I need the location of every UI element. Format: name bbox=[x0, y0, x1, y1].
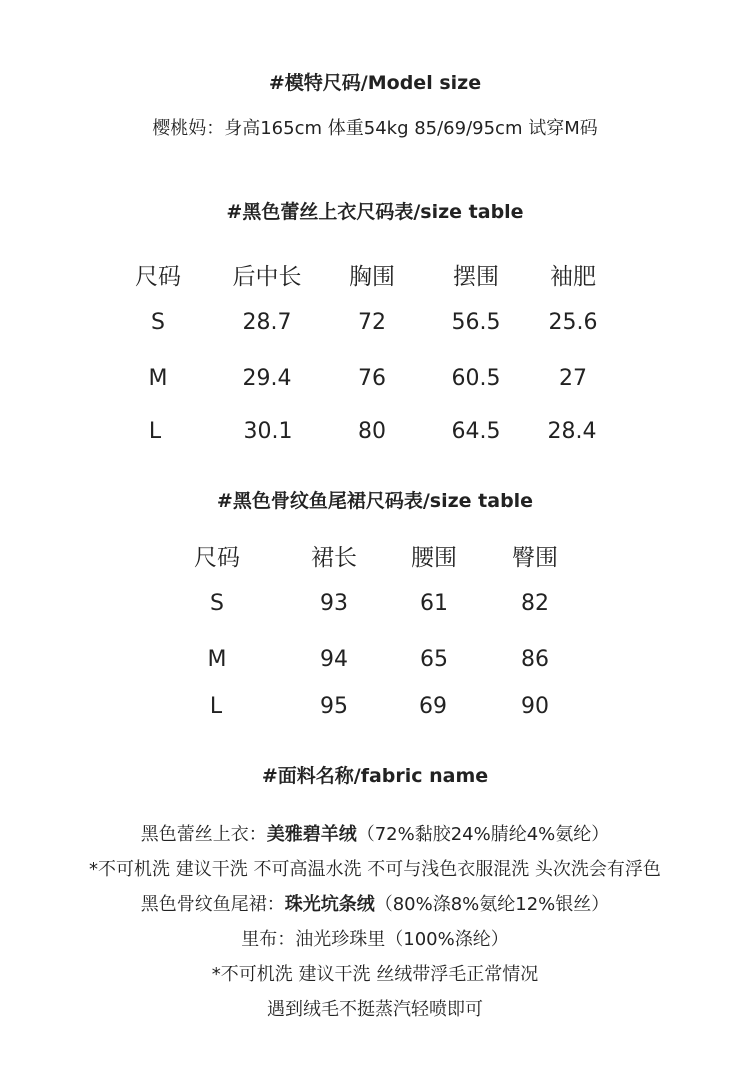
top-fabric-composition: （72%黏胶24%腈纶4%氨纶） bbox=[356, 824, 610, 845]
top-care-note: *不可机洗 建议干洗 不可高温水洗 不可与浅色衣服混洗 头次洗会有浮色 bbox=[89, 859, 661, 880]
table-cell: 90 bbox=[521, 694, 549, 719]
skirt-header-size: 尺码 bbox=[194, 545, 240, 571]
table-cell: L bbox=[209, 694, 223, 719]
table-cell: L bbox=[148, 419, 162, 444]
table-cell: 27 bbox=[559, 366, 587, 391]
fabric-heading: #面料名称/fabric name bbox=[261, 765, 489, 787]
table-cell: 95 bbox=[320, 694, 348, 719]
table-cell: 60.5 bbox=[451, 366, 501, 391]
skirt-fabric-label: 黑色骨纹鱼尾裙： bbox=[140, 894, 285, 915]
skirt-size-table-heading: #黑色骨纹鱼尾裙尺码表/size table bbox=[216, 490, 534, 512]
table-cell: 56.5 bbox=[451, 310, 501, 335]
skirt-fabric-name: 珠光坑条绒 bbox=[284, 894, 375, 915]
table-cell: 61 bbox=[420, 591, 448, 616]
table-cell: S bbox=[210, 591, 224, 616]
skirt-care-note-2: 遇到绒毛不挺蒸汽轻喷即可 bbox=[267, 999, 483, 1020]
skirt-fabric-composition: （80%涤8%氨纶12%银丝） bbox=[374, 894, 610, 915]
table-cell: S bbox=[151, 310, 165, 335]
top-fabric-label: 黑色蕾丝上衣： bbox=[140, 824, 267, 845]
model-info: 樱桃妈：身高165cm 体重54kg 85/69/95cm 试穿M码 bbox=[152, 118, 598, 139]
skirt-header-waist: 腰围 bbox=[411, 545, 457, 571]
table-cell: 28.4 bbox=[547, 419, 597, 444]
skirt-care-note: *不可机洗 建议干洗 丝绒带浮毛正常情况 bbox=[211, 964, 539, 985]
table-cell: 72 bbox=[358, 310, 386, 335]
skirt-header-length: 裙长 bbox=[311, 545, 357, 571]
top-fabric-name: 美雅碧羊绒 bbox=[266, 824, 357, 845]
top-header-size: 尺码 bbox=[135, 264, 181, 290]
table-cell: 80 bbox=[358, 419, 386, 444]
top-header-back-length: 后中长 bbox=[232, 264, 302, 290]
table-cell: M bbox=[207, 647, 227, 672]
skirt-fabric-line bbox=[0, 890, 750, 916]
table-cell: 25.6 bbox=[548, 310, 598, 335]
table-cell: 69 bbox=[419, 694, 447, 719]
skirt-header-hip: 臀围 bbox=[512, 545, 558, 571]
table-cell: 30.1 bbox=[243, 419, 293, 444]
table-cell: 64.5 bbox=[451, 419, 501, 444]
table-cell: M bbox=[148, 366, 168, 391]
model-size-heading: #模特尺码/Model size bbox=[268, 72, 482, 94]
lining-line: 里布：油光珍珠里（100%涤纶） bbox=[241, 929, 509, 950]
table-cell: 29.4 bbox=[242, 366, 292, 391]
table-cell: 65 bbox=[420, 647, 448, 672]
top-fabric-line bbox=[0, 820, 750, 846]
table-cell: 86 bbox=[521, 647, 549, 672]
top-size-table-heading: #黑色蕾丝上衣尺码表/size table bbox=[226, 201, 524, 223]
table-cell: 28.7 bbox=[242, 310, 292, 335]
top-header-bust: 胸围 bbox=[349, 264, 395, 290]
table-cell: 82 bbox=[521, 591, 549, 616]
top-header-sleeve: 袖肥 bbox=[550, 264, 596, 290]
top-header-hem: 摆围 bbox=[453, 264, 499, 290]
table-cell: 93 bbox=[320, 591, 348, 616]
table-cell: 94 bbox=[320, 647, 348, 672]
table-cell: 76 bbox=[358, 366, 386, 391]
